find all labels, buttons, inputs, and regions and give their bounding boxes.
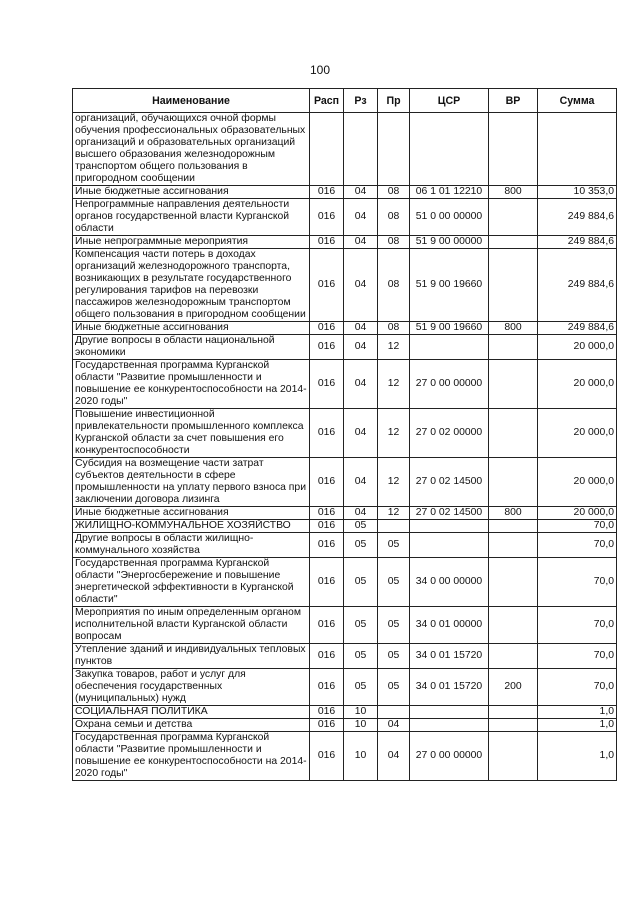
cell-rz: 05 xyxy=(344,533,378,558)
table-row xyxy=(73,360,617,409)
cell-name: Утепление зданий и индивидуальных тепловых пунктов xyxy=(73,644,310,669)
cell-name: Компенсация части потерь в доходах организаций железнодорожного транспорта, возникающих в результате государственного регулирования тарифов на перевозки пассажиров железнодорожным транспортом общего пользования в пригородном сообщении xyxy=(73,249,310,322)
table-header-row xyxy=(73,89,617,113)
cell-pr: 12 xyxy=(378,409,410,458)
cell-csr: 51 0 00 00000 xyxy=(410,199,489,236)
cell-csr: 27 0 00 00000 xyxy=(410,360,489,409)
cell-csr: 27 0 02 14500 xyxy=(410,507,489,520)
cell-vr xyxy=(489,607,538,644)
cell-pr: 08 xyxy=(378,199,410,236)
cell-name: Закупка товаров, работ и услуг для обеспечения государственных (муниципальных) нужд xyxy=(73,669,310,706)
cell-vr xyxy=(489,249,538,322)
cell-sum: 10 353,0 xyxy=(538,186,617,199)
cell-csr xyxy=(410,706,489,719)
cell-rz: 05 xyxy=(344,644,378,669)
table-row xyxy=(73,236,617,249)
cell-csr: 51 9 00 19660 xyxy=(410,249,489,322)
cell-rz: 04 xyxy=(344,507,378,520)
table-row xyxy=(73,558,617,607)
cell-rz: 10 xyxy=(344,719,378,732)
cell-sum: 20 000,0 xyxy=(538,458,617,507)
cell-name: Охрана семьи и детства xyxy=(73,719,310,732)
cell-vr xyxy=(489,335,538,360)
cell-vr xyxy=(489,113,538,186)
cell-vr xyxy=(489,533,538,558)
cell-csr: 34 0 01 00000 xyxy=(410,607,489,644)
cell-name: Другие вопросы в области национальной экономики xyxy=(73,335,310,360)
header-pr: Пр xyxy=(378,89,410,113)
cell-sum: 20 000,0 xyxy=(538,409,617,458)
table-row xyxy=(73,507,617,520)
cell-pr: 08 xyxy=(378,236,410,249)
cell-rasp: 016 xyxy=(310,558,344,607)
table-row xyxy=(73,322,617,335)
cell-name: Субсидия на возмещение части затрат субъектов деятельности в сфере промышленности на уплату первого взноса при заключении договора лизинга xyxy=(73,458,310,507)
cell-pr: 04 xyxy=(378,732,410,781)
table-row xyxy=(73,458,617,507)
cell-vr xyxy=(489,706,538,719)
header-name: Наименование xyxy=(73,89,310,113)
cell-vr xyxy=(489,236,538,249)
table-row xyxy=(73,732,617,781)
cell-rz: 04 xyxy=(344,249,378,322)
cell-rz: 05 xyxy=(344,607,378,644)
cell-rasp: 016 xyxy=(310,644,344,669)
cell-pr xyxy=(378,520,410,533)
cell-rasp: 016 xyxy=(310,322,344,335)
table-row xyxy=(73,249,617,322)
cell-pr: 12 xyxy=(378,360,410,409)
cell-vr: 800 xyxy=(489,186,538,199)
cell-vr xyxy=(489,644,538,669)
cell-rz: 04 xyxy=(344,360,378,409)
cell-sum: 1,0 xyxy=(538,732,617,781)
cell-vr: 800 xyxy=(489,322,538,335)
cell-rasp: 016 xyxy=(310,186,344,199)
cell-pr: 05 xyxy=(378,533,410,558)
cell-pr: 08 xyxy=(378,186,410,199)
cell-pr: 12 xyxy=(378,458,410,507)
cell-name: Мероприятия по иным определенным органом исполнительной власти Курганской области вопросам xyxy=(73,607,310,644)
table-row xyxy=(73,607,617,644)
header-rz: Рз xyxy=(344,89,378,113)
table-row xyxy=(73,669,617,706)
budget-table xyxy=(72,88,617,781)
cell-pr: 05 xyxy=(378,644,410,669)
table-row xyxy=(73,335,617,360)
header-rasp: Расп xyxy=(310,89,344,113)
table-row xyxy=(73,113,617,186)
cell-name: Государственная программа Курганской области "Развитие промышленности и повышение ее конкурентоспособности на 2014-2020 годы" xyxy=(73,360,310,409)
cell-rz: 10 xyxy=(344,706,378,719)
cell-sum: 249 884,6 xyxy=(538,199,617,236)
cell-name: СОЦИАЛЬНАЯ ПОЛИТИКА xyxy=(73,706,310,719)
table-row xyxy=(73,719,617,732)
cell-csr xyxy=(410,719,489,732)
cell-name: организаций, обучающихся очной формы обучения профессиональных образовательных организаций и образовательных организаций высшего образования железнодорожным транспортом общего пользования в пригородном сообщении xyxy=(73,113,310,186)
cell-pr: 08 xyxy=(378,249,410,322)
cell-rasp: 016 xyxy=(310,360,344,409)
cell-pr: 12 xyxy=(378,507,410,520)
table-row xyxy=(73,644,617,669)
cell-rz: 04 xyxy=(344,335,378,360)
cell-rz: 04 xyxy=(344,322,378,335)
cell-csr: 34 0 01 15720 xyxy=(410,669,489,706)
page-number: 100 xyxy=(309,63,331,77)
cell-csr: 27 0 00 00000 xyxy=(410,732,489,781)
header-csr: ЦСР xyxy=(410,89,489,113)
cell-rz: 04 xyxy=(344,409,378,458)
cell-sum: 70,0 xyxy=(538,669,617,706)
cell-name: Государственная программа Курганской области "Развитие промышленности и повышение ее конкурентоспособности на 2014-2020 годы" xyxy=(73,732,310,781)
cell-csr xyxy=(410,520,489,533)
cell-vr xyxy=(489,458,538,507)
table-row xyxy=(73,533,617,558)
cell-sum: 70,0 xyxy=(538,644,617,669)
cell-csr xyxy=(410,533,489,558)
cell-name: Государственная программа Курганской области "Энергосбережение и повышение энергетической эффективности в Курганской области" xyxy=(73,558,310,607)
cell-name: Другие вопросы в области жилищно-коммунального хозяйства xyxy=(73,533,310,558)
cell-pr xyxy=(378,706,410,719)
cell-vr: 800 xyxy=(489,507,538,520)
cell-vr xyxy=(489,199,538,236)
cell-rasp: 016 xyxy=(310,458,344,507)
cell-rz: 10 xyxy=(344,732,378,781)
cell-rasp: 016 xyxy=(310,719,344,732)
header-vr: ВР xyxy=(489,89,538,113)
cell-csr: 27 0 02 14500 xyxy=(410,458,489,507)
table-row xyxy=(73,520,617,533)
cell-rz: 05 xyxy=(344,669,378,706)
cell-csr xyxy=(410,113,489,186)
cell-rasp: 016 xyxy=(310,507,344,520)
cell-rz: 05 xyxy=(344,520,378,533)
cell-sum xyxy=(538,113,617,186)
cell-rasp: 016 xyxy=(310,732,344,781)
table-row xyxy=(73,706,617,719)
cell-vr xyxy=(489,719,538,732)
cell-name: Иные бюджетные ассигнования xyxy=(73,186,310,199)
cell-rasp: 016 xyxy=(310,236,344,249)
cell-sum: 249 884,6 xyxy=(538,249,617,322)
cell-vr xyxy=(489,732,538,781)
cell-rz: 04 xyxy=(344,458,378,507)
cell-rasp: 016 xyxy=(310,335,344,360)
header-sum: Сумма xyxy=(538,89,617,113)
cell-rasp: 016 xyxy=(310,520,344,533)
cell-sum: 1,0 xyxy=(538,719,617,732)
cell-vr xyxy=(489,520,538,533)
cell-rz: 04 xyxy=(344,186,378,199)
cell-csr: 51 9 00 19660 xyxy=(410,322,489,335)
cell-rz: 04 xyxy=(344,199,378,236)
cell-pr: 05 xyxy=(378,558,410,607)
cell-sum: 1,0 xyxy=(538,706,617,719)
cell-pr: 05 xyxy=(378,607,410,644)
cell-rasp: 016 xyxy=(310,249,344,322)
cell-pr: 05 xyxy=(378,669,410,706)
cell-vr xyxy=(489,409,538,458)
cell-csr: 51 9 00 00000 xyxy=(410,236,489,249)
cell-sum: 249 884,6 xyxy=(538,322,617,335)
cell-sum: 249 884,6 xyxy=(538,236,617,249)
cell-csr: 34 0 01 15720 xyxy=(410,644,489,669)
cell-sum: 70,0 xyxy=(538,607,617,644)
cell-name: Повышение инвестиционной привлекательности промышленного комплекса Курганской области за счет повышения его конкурентоспособности xyxy=(73,409,310,458)
cell-sum: 20 000,0 xyxy=(538,360,617,409)
cell-name: ЖИЛИЩНО-КОММУНАЛЬНОЕ ХОЗЯЙСТВО xyxy=(73,520,310,533)
cell-vr xyxy=(489,360,538,409)
cell-csr: 34 0 00 00000 xyxy=(410,558,489,607)
cell-sum: 20 000,0 xyxy=(538,507,617,520)
cell-pr: 08 xyxy=(378,322,410,335)
cell-rasp: 016 xyxy=(310,706,344,719)
cell-rasp xyxy=(310,113,344,186)
cell-pr: 12 xyxy=(378,335,410,360)
cell-rasp: 016 xyxy=(310,409,344,458)
cell-sum: 70,0 xyxy=(538,533,617,558)
cell-csr: 27 0 02 00000 xyxy=(410,409,489,458)
cell-name: Непрограммные направления деятельности органов государственной власти Курганской области xyxy=(73,199,310,236)
cell-name: Иные бюджетные ассигнования xyxy=(73,322,310,335)
cell-rz: 05 xyxy=(344,558,378,607)
table-row xyxy=(73,186,617,199)
cell-csr: 06 1 01 12210 xyxy=(410,186,489,199)
cell-rz: 04 xyxy=(344,236,378,249)
cell-rasp: 016 xyxy=(310,669,344,706)
cell-rasp: 016 xyxy=(310,199,344,236)
cell-rz xyxy=(344,113,378,186)
cell-vr xyxy=(489,558,538,607)
cell-pr xyxy=(378,113,410,186)
table-row xyxy=(73,199,617,236)
cell-rasp: 016 xyxy=(310,533,344,558)
cell-name: Иные непрограммные мероприятия xyxy=(73,236,310,249)
cell-name: Иные бюджетные ассигнования xyxy=(73,507,310,520)
cell-pr: 04 xyxy=(378,719,410,732)
cell-sum: 20 000,0 xyxy=(538,335,617,360)
cell-rasp: 016 xyxy=(310,607,344,644)
cell-sum: 70,0 xyxy=(538,520,617,533)
cell-sum: 70,0 xyxy=(538,558,617,607)
table-row xyxy=(73,409,617,458)
cell-vr: 200 xyxy=(489,669,538,706)
cell-csr xyxy=(410,335,489,360)
